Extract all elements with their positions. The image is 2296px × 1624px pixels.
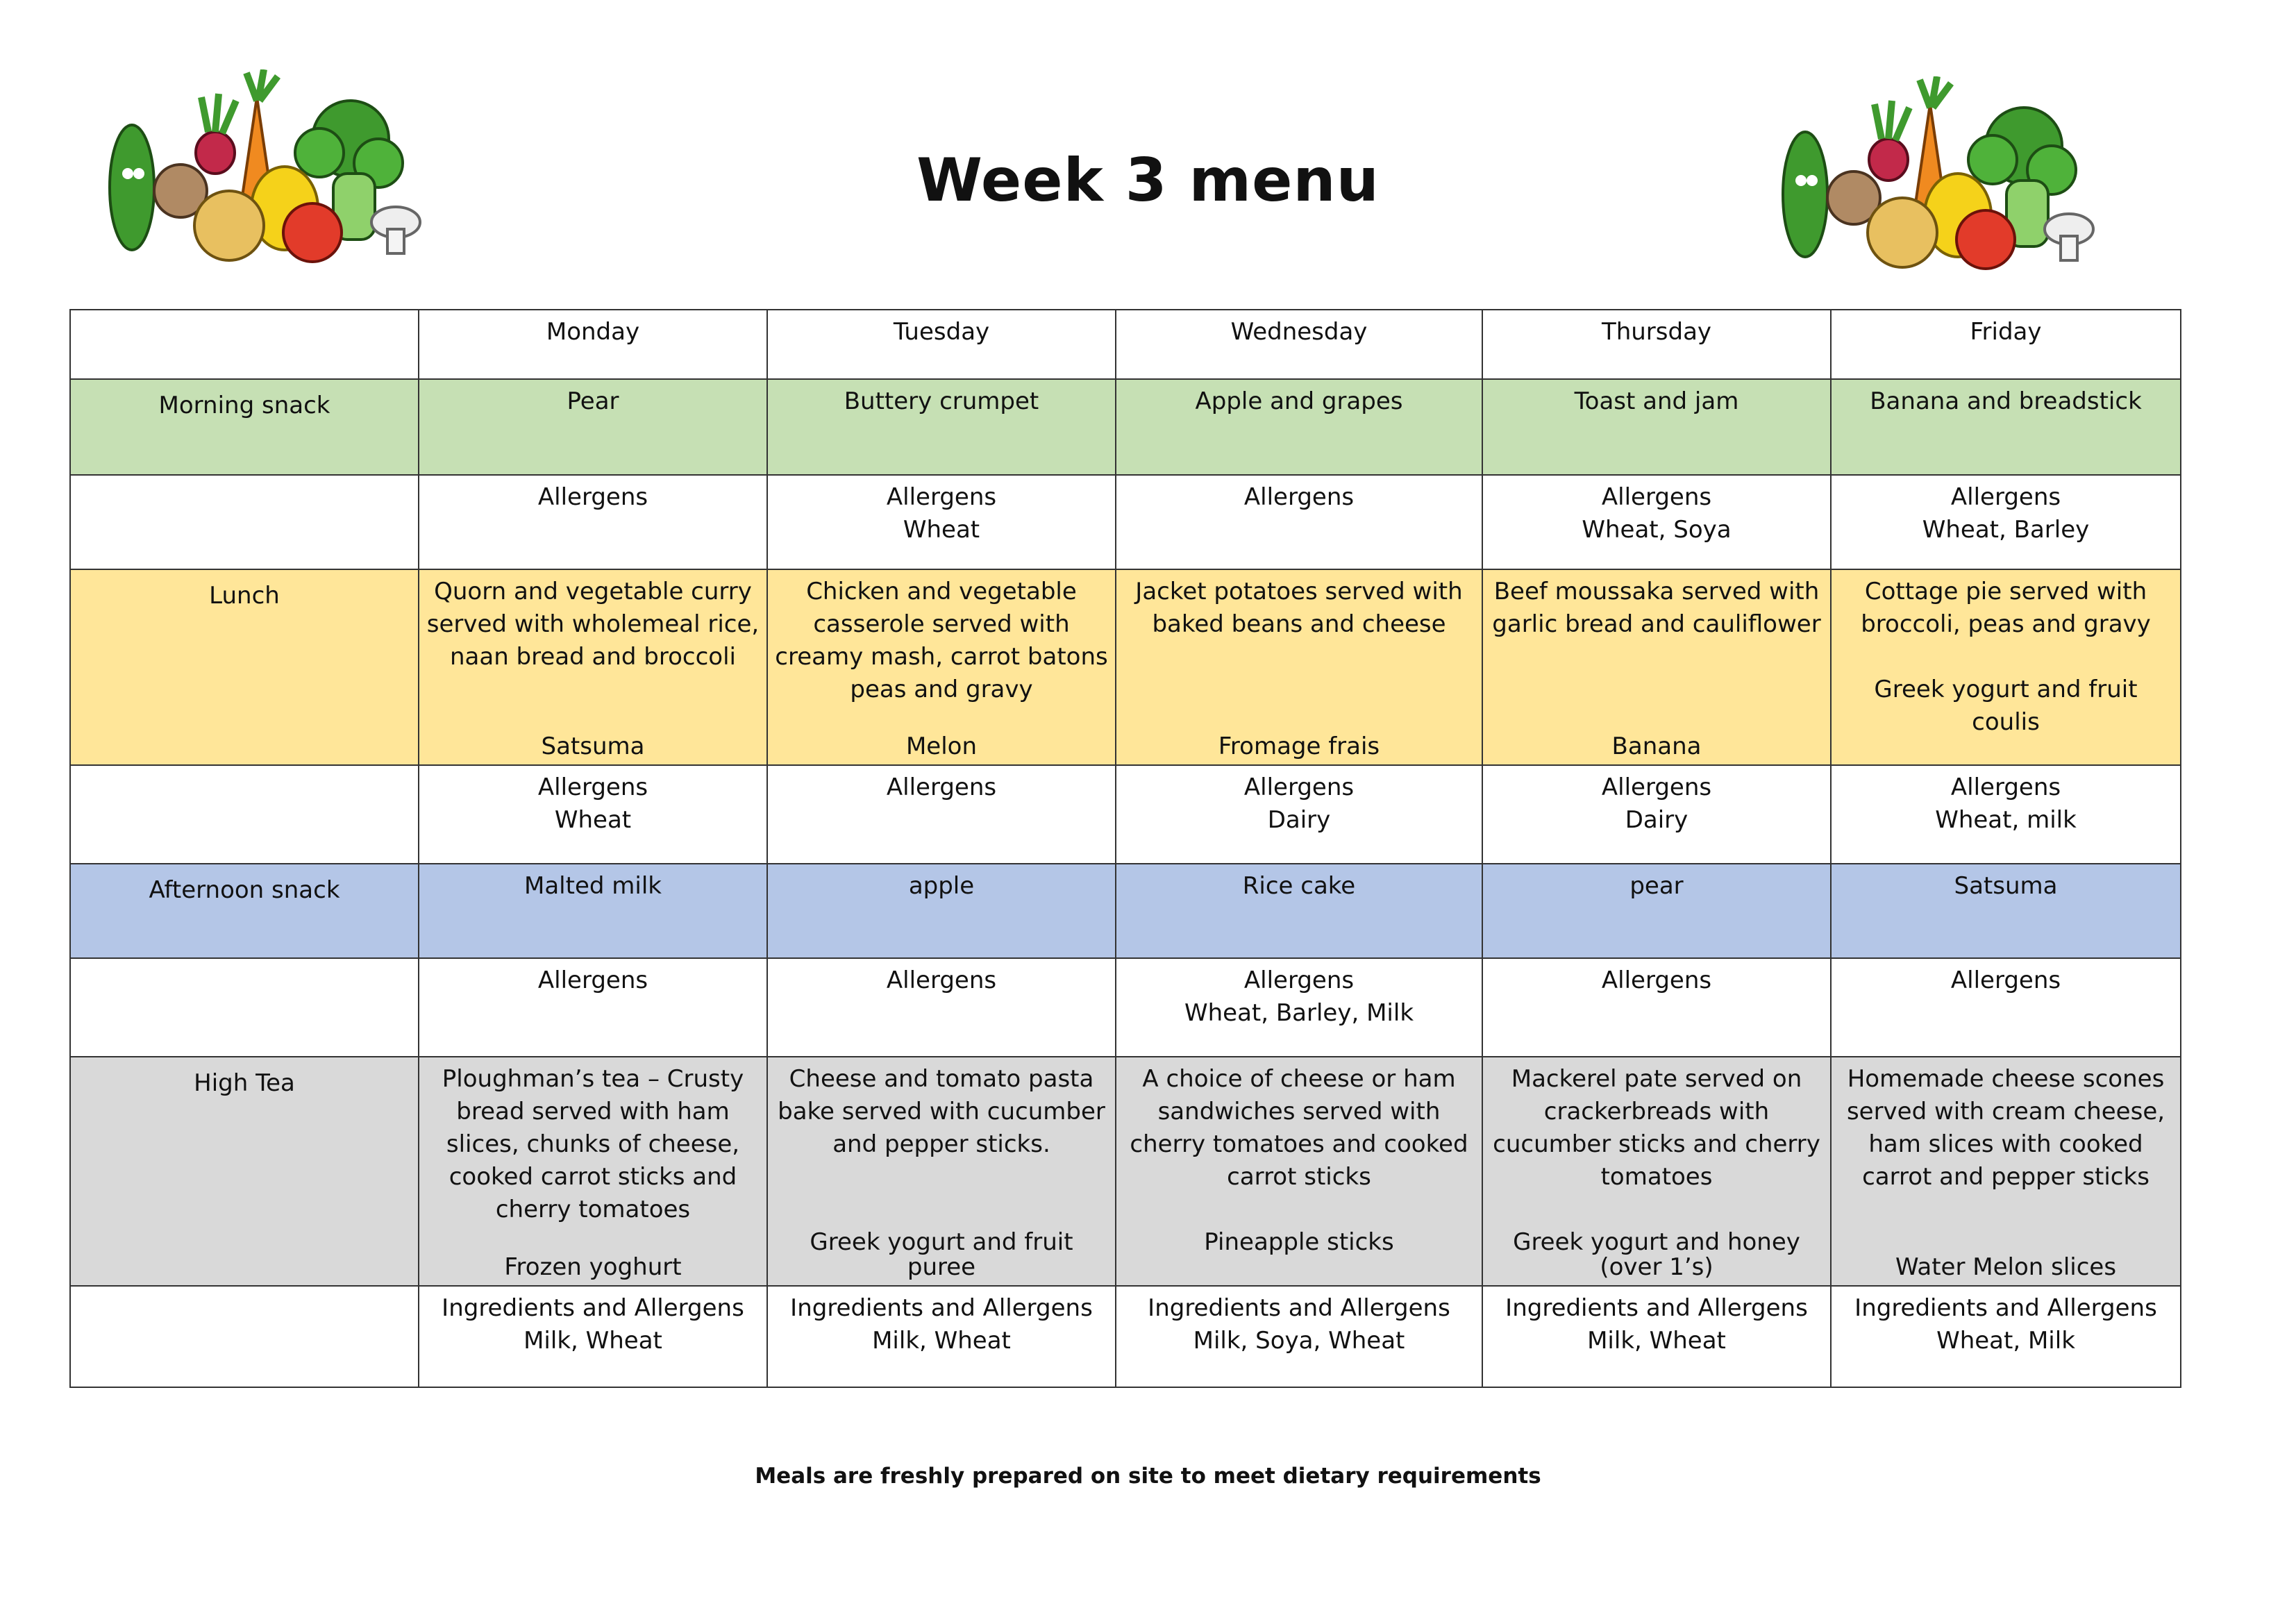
text-line: [1490, 1194, 1823, 1226]
allergen-cell: [419, 1286, 767, 1387]
allergen-cell: [1831, 958, 2181, 1057]
day-header: Tuesday: [767, 310, 1116, 379]
meal-cell: [419, 1057, 767, 1286]
text-line: Ingredients and Allergens: [790, 1294, 1093, 1322]
allergen-cell: [1831, 475, 2181, 569]
page-title: Week 3 menu: [916, 146, 1380, 215]
meal-description: [426, 1063, 760, 1226]
text-line: Greek yogurt and honey: [1513, 1228, 1800, 1256]
row-label: Morning snack: [70, 379, 419, 475]
text-line: Wheat, milk: [1935, 806, 2077, 834]
text-line: served with wholemeal rice,: [426, 610, 760, 638]
text-line: Milk, Wheat: [1587, 1327, 1726, 1355]
allergen-cell: [1482, 765, 1831, 864]
text-line: Wheat: [554, 806, 632, 834]
text-line: sandwiches served with: [1157, 1098, 1441, 1125]
text-line: Ploughman’s tea – Crusty: [442, 1065, 744, 1093]
day-header: Thursday: [1482, 310, 1831, 379]
text-line: [775, 1161, 1108, 1194]
meal-description: [1123, 576, 1475, 641]
text-line: Wheat: [903, 516, 980, 544]
text-line: baked beans and cheese: [1152, 610, 1446, 638]
meal-description: [1838, 1063, 2173, 1194]
meal-description: [1490, 576, 1823, 641]
dessert: Water Melon slices: [1895, 1253, 2117, 1281]
menu-item: pear: [1482, 864, 1831, 958]
blank-cell: [70, 765, 419, 864]
meal-description: [1123, 1063, 1475, 1259]
meal-cell: [1831, 569, 2181, 765]
meal-cell: [767, 569, 1116, 765]
allergen-row: [70, 1286, 2181, 1387]
meal-cell: [1482, 1057, 1831, 1286]
text-line: Ingredients and Allergens: [1148, 1294, 1450, 1322]
text-line: Ingredients and Allergens: [1854, 1294, 2157, 1322]
blank-cell: [70, 1286, 419, 1387]
text-line: [1123, 1194, 1475, 1226]
allergen-row: [70, 475, 2181, 569]
text-line: bake served with cucumber: [778, 1098, 1105, 1125]
text-line: Allergens: [1243, 483, 1355, 511]
text-line: Milk, Wheat: [523, 1327, 662, 1355]
row-label: Lunch: [70, 569, 419, 765]
text-line: Greek yogurt and fruit: [1874, 676, 2138, 703]
day-header: Friday: [1831, 310, 2181, 379]
text-line: Cheese and tomato pasta: [789, 1065, 1094, 1093]
dessert: puree: [907, 1253, 976, 1281]
day-header: Monday: [419, 310, 767, 379]
text-line: [1838, 641, 2173, 673]
text-line: Allergens: [886, 966, 997, 994]
text-line: Wheat, Milk: [1936, 1327, 2075, 1355]
allergen-cell: [1116, 958, 1482, 1057]
text-line: Milk, Soya, Wheat: [1193, 1327, 1405, 1355]
lunch-row: [70, 569, 2181, 765]
text-line: creamy mash, carrot batons: [775, 643, 1108, 671]
morning-snack-row: [70, 379, 2181, 475]
text-line: cucumber sticks and cherry: [1493, 1130, 1820, 1158]
text-line: Dairy: [1625, 806, 1689, 834]
allergen-cell: [767, 958, 1116, 1057]
allergen-cell: [1116, 1286, 1482, 1387]
text-line: Ingredients and Allergens: [1505, 1294, 1808, 1322]
text-line: Allergens: [537, 773, 648, 801]
text-line: Wheat, Barley: [1922, 516, 2090, 544]
text-line: Mackerel pate served on: [1511, 1065, 1802, 1093]
allergen-cell: [1116, 765, 1482, 864]
text-line: Homemade cheese scones: [1847, 1065, 2165, 1093]
text-line: carrot sticks: [1227, 1163, 1371, 1191]
menu-item: Malted milk: [419, 864, 767, 958]
dessert: Satsuma: [541, 733, 645, 760]
meal-description: [1838, 576, 2173, 739]
allergen-cell: [767, 475, 1116, 569]
meal-cell: [1116, 1057, 1482, 1286]
dessert: (over 1’s): [1600, 1253, 1713, 1281]
text-line: Jacket potatoes served with: [1135, 578, 1463, 605]
text-line: broccoli, peas and gravy: [1861, 610, 2151, 638]
menu-item: Buttery crumpet: [767, 379, 1116, 475]
allergen-cell: [1482, 958, 1831, 1057]
text-line: cherry tomatoes: [495, 1196, 691, 1223]
row-label: Afternoon snack: [70, 864, 419, 958]
text-line: and pepper sticks.: [832, 1130, 1050, 1158]
meal-cell: [767, 1057, 1116, 1286]
meal-description: [775, 1063, 1108, 1259]
text-line: A choice of cheese or ham: [1142, 1065, 1456, 1093]
allergen-cell: [767, 1286, 1116, 1387]
dessert: Banana: [1611, 733, 1702, 760]
text-line: tomatoes: [1600, 1163, 1713, 1191]
text-line: Milk, Wheat: [872, 1327, 1011, 1355]
text-line: Allergens: [1601, 773, 1712, 801]
text-line: Ingredients and Allergens: [442, 1294, 744, 1322]
allergen-cell: [1116, 475, 1482, 569]
dessert: Fromage frais: [1218, 733, 1380, 760]
text-line: Allergens: [1601, 483, 1712, 511]
text-line: cherry tomatoes and cooked: [1130, 1130, 1468, 1158]
text-line: Wheat, Soya: [1582, 516, 1732, 544]
corner-cell: [70, 310, 419, 379]
text-line: Dairy: [1267, 806, 1331, 834]
meal-cell: [419, 569, 767, 765]
allergen-cell: [1482, 475, 1831, 569]
dessert: Melon: [905, 733, 978, 760]
allergen-row: [70, 958, 2181, 1057]
text-line: garlic bread and cauliflower: [1492, 610, 1821, 638]
menu-item: apple: [767, 864, 1116, 958]
text-line: Allergens: [1601, 966, 1712, 994]
menu-item: Rice cake: [1116, 864, 1482, 958]
menu-item: Banana and breadstick: [1831, 379, 2181, 475]
footer-note: Meals are freshly prepared on site to meet dietary requirements: [755, 1464, 1541, 1489]
text-line: ham slices with cooked: [1868, 1130, 2143, 1158]
menu-item: Satsuma: [1831, 864, 2181, 958]
allergen-row: [70, 765, 2181, 864]
text-line: Allergens: [1243, 773, 1355, 801]
text-line: [775, 1194, 1108, 1226]
text-line: naan bread and broccoli: [449, 643, 736, 671]
meal-cell: [1831, 1057, 2181, 1286]
text-line: Allergens: [886, 773, 997, 801]
text-line: Wheat, Barley, Milk: [1184, 999, 1414, 1027]
high-tea-row: [70, 1057, 2181, 1286]
text-line: bread served with ham: [456, 1098, 730, 1125]
text-line: Beef moussaka served with: [1493, 578, 1820, 605]
meal-description: [426, 576, 760, 673]
menu-table: [69, 309, 2181, 1388]
text-line: Allergens: [1950, 773, 2061, 801]
allergen-cell: [419, 958, 767, 1057]
row-label: High Tea: [70, 1057, 419, 1286]
allergen-cell: [1831, 1286, 2181, 1387]
text-line: slices, chunks of cheese,: [446, 1130, 740, 1158]
menu-item: Toast and jam: [1482, 379, 1831, 475]
allergen-cell: [419, 765, 767, 864]
afternoon-snack-row: [70, 864, 2181, 958]
text-line: crackerbreads with: [1543, 1098, 1770, 1125]
blank-cell: [70, 475, 419, 569]
text-line: Allergens: [1950, 966, 2061, 994]
blank-cell: [70, 958, 419, 1057]
allergen-cell: [1482, 1286, 1831, 1387]
text-line: Greek yogurt and fruit: [810, 1228, 1073, 1256]
meal-cell: [1116, 569, 1482, 765]
text-line: Cottage pie served with: [1864, 578, 2147, 605]
text-line: peas and gravy: [850, 676, 1033, 703]
text-line: Quorn and vegetable curry: [434, 578, 752, 605]
meal-cell: [1482, 569, 1831, 765]
text-line: Chicken and vegetable: [806, 578, 1077, 605]
text-line: casserole served with: [813, 610, 1070, 638]
text-line: Allergens: [1243, 966, 1355, 994]
text-line: served with cream cheese,: [1846, 1098, 2165, 1125]
dessert: Frozen yoghurt: [504, 1253, 682, 1281]
menu-item: Apple and grapes: [1116, 379, 1482, 475]
meal-description: [775, 576, 1108, 706]
allergen-cell: [767, 765, 1116, 864]
allergen-cell: [419, 475, 767, 569]
text-line: Allergens: [1950, 483, 2061, 511]
text-line: carrot and pepper sticks: [1862, 1163, 2150, 1191]
text-line: coulis: [1972, 708, 2040, 736]
day-header: Wednesday: [1116, 310, 1482, 379]
menu-item: Pear: [419, 379, 767, 475]
allergen-cell: [1831, 765, 2181, 864]
text-line: Allergens: [537, 483, 648, 511]
day-header-row: [70, 310, 2181, 379]
text-line: Pineapple sticks: [1204, 1228, 1394, 1256]
meal-description: [1490, 1063, 1823, 1259]
text-line: Allergens: [537, 966, 648, 994]
text-line: cooked carrot sticks and: [449, 1163, 737, 1191]
text-line: Allergens: [886, 483, 997, 511]
